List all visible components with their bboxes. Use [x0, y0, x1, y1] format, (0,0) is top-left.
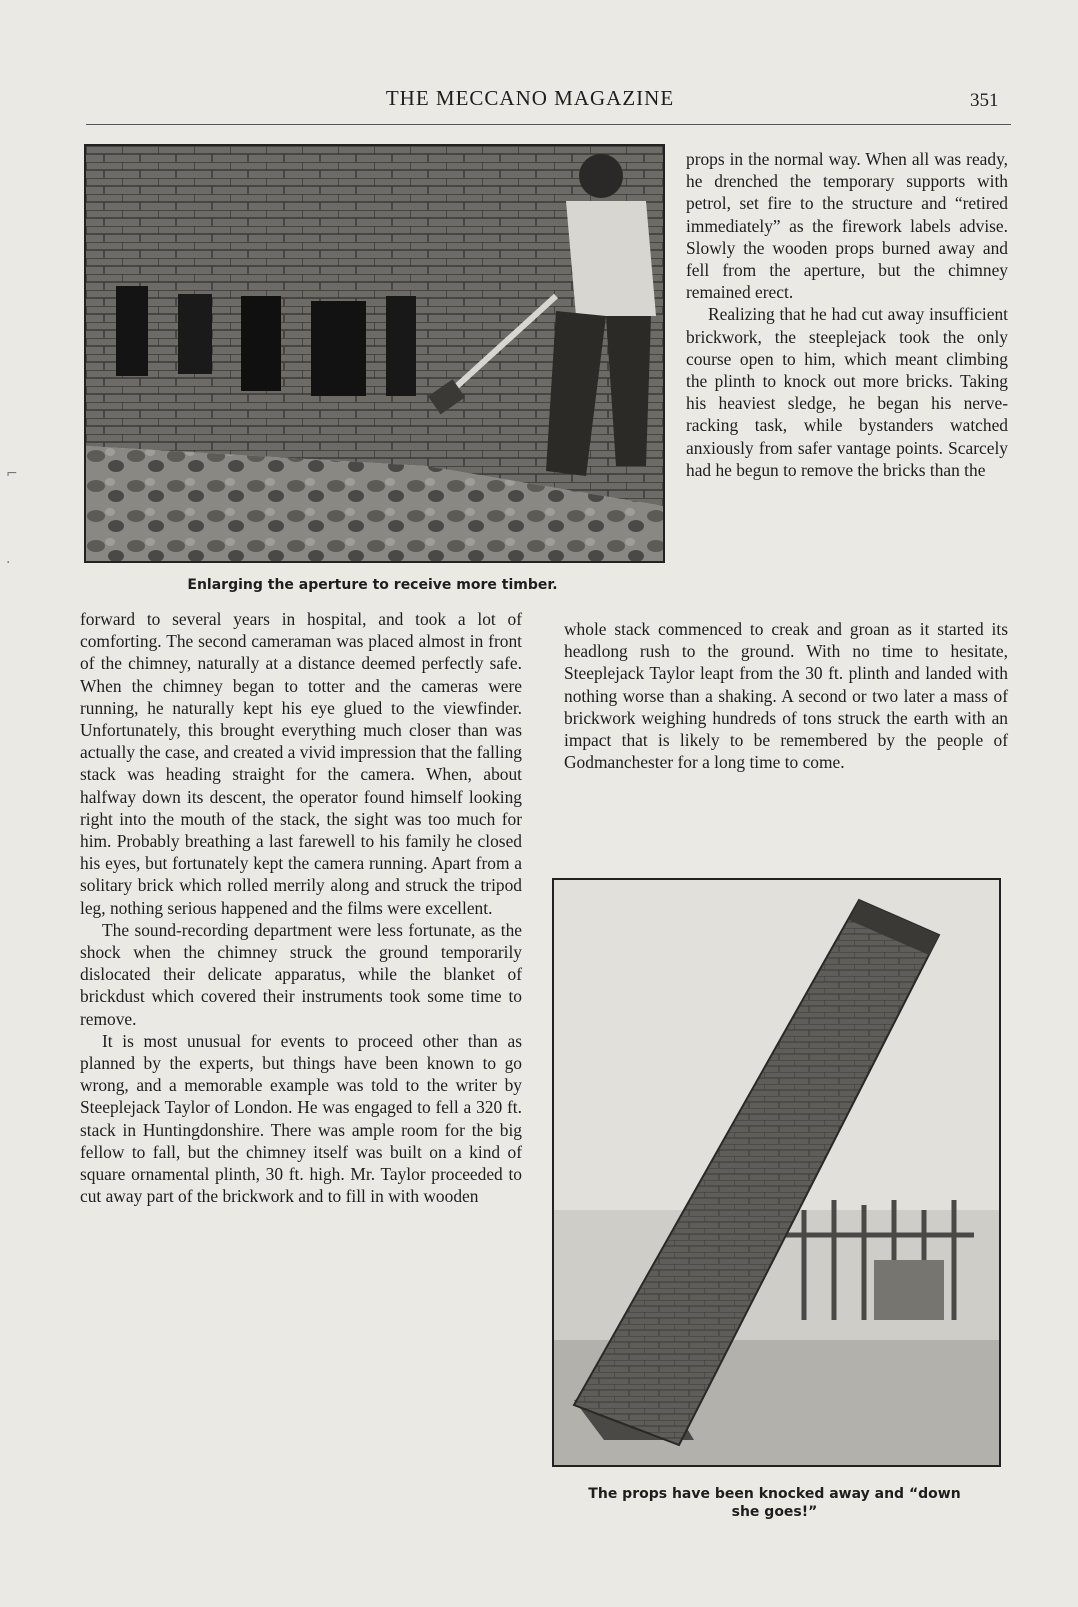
page-number: 351: [970, 90, 999, 111]
paragraph: The sound-recording department were less fortunate, as the shock when the chimney struck the ground temporarily dislocated their delicate apparatus, while the blanket of brickdust which covered their instruments took some time to remove.: [80, 919, 522, 1029]
paragraph: forward to several years in hospital, and took a lot of comforting. The second cameraman was placed almost in front of the chimney, naturally at a distance deemed perfectly safe. When the chimney began to totter and the cameras were running, he naturally kept his eye glued to the viewfinder. Unfortunately, this brought everything much closer than was actually the case, and created a vivid impression that the falling stack was heading straight for the camera. When, about halfway down its descent, the operator found himself looking right into the mouth of the stack, the sight was too much for him. Probably breathing a last farewell to his family he closed his eyes, but fortunately kept the camera running. Apart from a solitary brick which rolled merrily along and struck the tripod leg, nothing serious happened and the films were excellent.: [80, 609, 522, 918]
paragraph: props in the normal way. When all was ready, he drenched the temporary supports with petrol, set fire to the structure and “retired immediately” as the firework labels advise. Slowly the wooden props burned away and fell from the aperture, but the chimney remained erect.: [686, 149, 1008, 303]
photo-caption-1: Enlarging the aperture to receive more timber.: [187, 577, 558, 593]
photo-falling-chimney: [552, 878, 1001, 1467]
margin-mark: ·: [6, 555, 11, 571]
header-rule: [86, 124, 1011, 125]
paragraph: It is most unusual for events to proceed other than as planned by the experts, but things have been known to go wrong, and a memorable example was told to the writer by Steeplejack Taylor of London. He was engaged to fell a 320 ft. stack in Huntingdonshire. There was ample room for the big fellow to fall, but the chimney itself was built on a kind of square ornamental plinth, 30 ft. high. Mr. Taylor proceeded to cut away part of the brickwork and to fill in with wooden: [80, 1030, 522, 1207]
paragraph: Realizing that he had cut away insufficient brickwork, the steeplejack took the only course open to him, which meant climbing the plinth to knock out more bricks. Taking his heaviest sledge, he began his nerve-racking task, while bystanders watched anxiously from safer vantage points. Scarcely had he begun to remove the bricks than the: [686, 304, 1008, 480]
photo-enlarging-aperture: [84, 144, 665, 563]
right-column-top: [686, 148, 1008, 481]
photo-caption-2: [552, 1485, 997, 1521]
paragraph: whole stack commenced to creak and groan as it started its headlong rush to the ground. With no time to hesitate, Steeplejack Taylor leapt from the 30 ft. plinth and landed with nothing worse than a shaking. A second or two later a mass of brickwork weighing hundreds of tons struck the earth with an impact that is likely to be remembered by the people of Godmanchester for a long time to come.: [564, 619, 1008, 773]
caption-line: The props have been knocked away and “down: [588, 1486, 961, 1502]
caption-line: she goes!”: [731, 1504, 818, 1520]
magazine-title: THE MECCANO MAGAZINE: [385, 86, 675, 110]
margin-mark: ⌐: [6, 466, 18, 482]
left-column: [80, 608, 522, 1207]
right-column-middle: [564, 618, 1008, 773]
